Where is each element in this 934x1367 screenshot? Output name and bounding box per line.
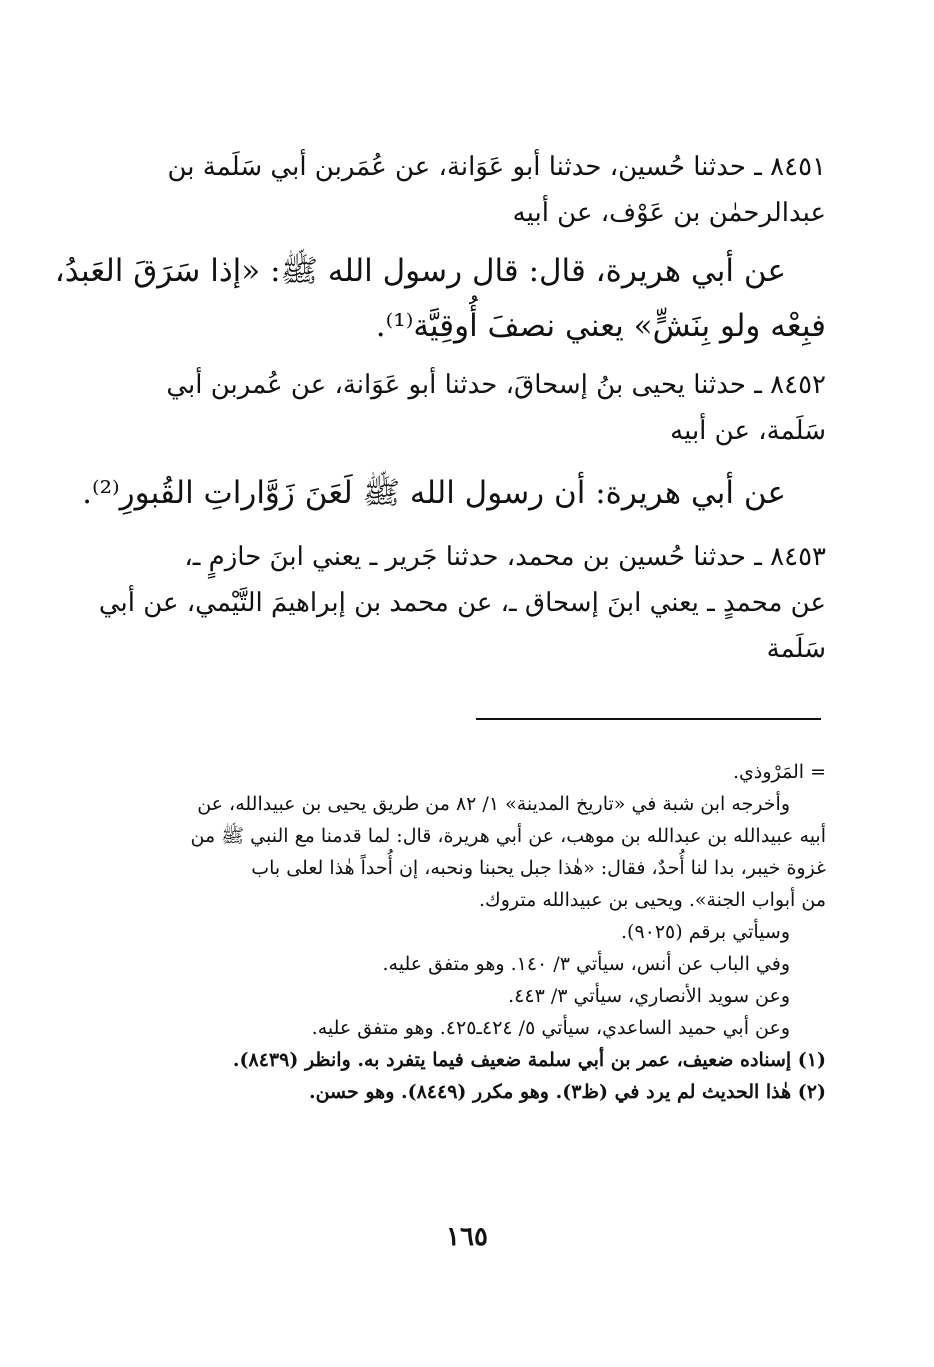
hadith-8451-isnad bbox=[114, 144, 826, 236]
footnotes bbox=[114, 756, 826, 1108]
takhrij-line: من أبواب الجنة». ويحيى بن عبيدالله متروك. bbox=[479, 889, 826, 911]
isnad-line: عن محمدٍ ـ يعني ابنَ إسحاق ـ، عن محمد بن إبراهيمَ التَّيْمي، عن أبي bbox=[98, 588, 826, 618]
cross-reference: وعن سويد الأنصاري، سيأتي ٣/ ٤٤٣. bbox=[508, 985, 790, 1007]
hadith-8452-matn bbox=[82, 466, 826, 521]
isnad-line: سَلَمة bbox=[766, 634, 826, 664]
hadith-8452-isnad bbox=[114, 362, 826, 454]
isnad-line: ٨٤٥٢ ـ حدثنا يحيى بنُ إسحاقَ، حدثنا أبو عَوَانة، عن عُمربن أبي bbox=[166, 370, 826, 400]
hadith-8451-matn bbox=[54, 244, 826, 354]
isnad-line: ٨٤٥٣ ـ حدثنا حُسين بن محمد، حدثنا جَرير ـ يعني ابنَ حازمٍ ـ، bbox=[184, 542, 826, 572]
takhrij-line: أبيه عبيدالله بن عبدالله بن موهب، عن أبي هريرة، قال: لما قدمنا مع النبي ﷺ من bbox=[190, 825, 826, 847]
matn-line: عن أبي هريرة: أن رسول الله ﷺ لَعَنَ زَوَّاراتِ القُبورِ⁽²⁾. bbox=[82, 475, 786, 511]
matn-line: فبِعْه ولو بِنَشٍّ» يعني نصفَ أُوقِيَّة⁽¹⁾. bbox=[375, 308, 826, 344]
isnad-line: عبدالرحمٰن بن عَوْف، عن أبيه bbox=[512, 198, 826, 228]
takhrij-line: وأخرجه ابن شبة في «تاريخ المدينة» ١/ ٨٢ من طريق يحيى بن عبيدالله، عن bbox=[197, 793, 790, 815]
cross-reference: وسيأتي برقم (٩٠٢٥). bbox=[620, 921, 790, 943]
footnote-2: (٢) هٰذا الحديث لم يرد في (ظ٣). وهو مكرر (٨٤٤٩). وهو حسن. bbox=[308, 1081, 826, 1103]
matn-line: عن أبي هريرة، قال: قال رسول الله ﷺ: «إذا سَرَقَ العَبدُ، bbox=[54, 253, 786, 289]
isnad-line: ٨٤٥١ ـ حدثنا حُسين، حدثنا أبو عَوَانة، عن عُمَربن أبي سَلَمة بن bbox=[167, 152, 826, 182]
hadith-8453-isnad bbox=[98, 534, 826, 672]
page-number: ١٦٥ bbox=[446, 1222, 488, 1252]
takhrij-line: غزوة خيبر، بدا لنا أُحدٌ، فقال: «هٰذا جبل يحبنا ونحبه، إن أُحداً هٰذا لعلى باب bbox=[251, 857, 826, 879]
footnote-continuation: = المَرْوذي. bbox=[732, 761, 826, 783]
footnote-1: (١) إسناده ضعيف، عمر بن أبي سلمة ضعيف فيما يتفرد به. وانظر (٨٤٣٩). bbox=[232, 1049, 826, 1071]
cross-reference: وعن أبي حميد الساعدي، سيأتي ٥/ ٤٢٤ـ٤٢٥. وهو متفق عليه. bbox=[311, 1017, 790, 1039]
cross-reference: وفي الباب عن أنس، سيأتي ٣/ ١٤٠. وهو متفق عليه. bbox=[382, 953, 790, 975]
footnote-separator bbox=[476, 718, 821, 720]
isnad-line: سَلَمة، عن أبيه bbox=[670, 416, 826, 446]
